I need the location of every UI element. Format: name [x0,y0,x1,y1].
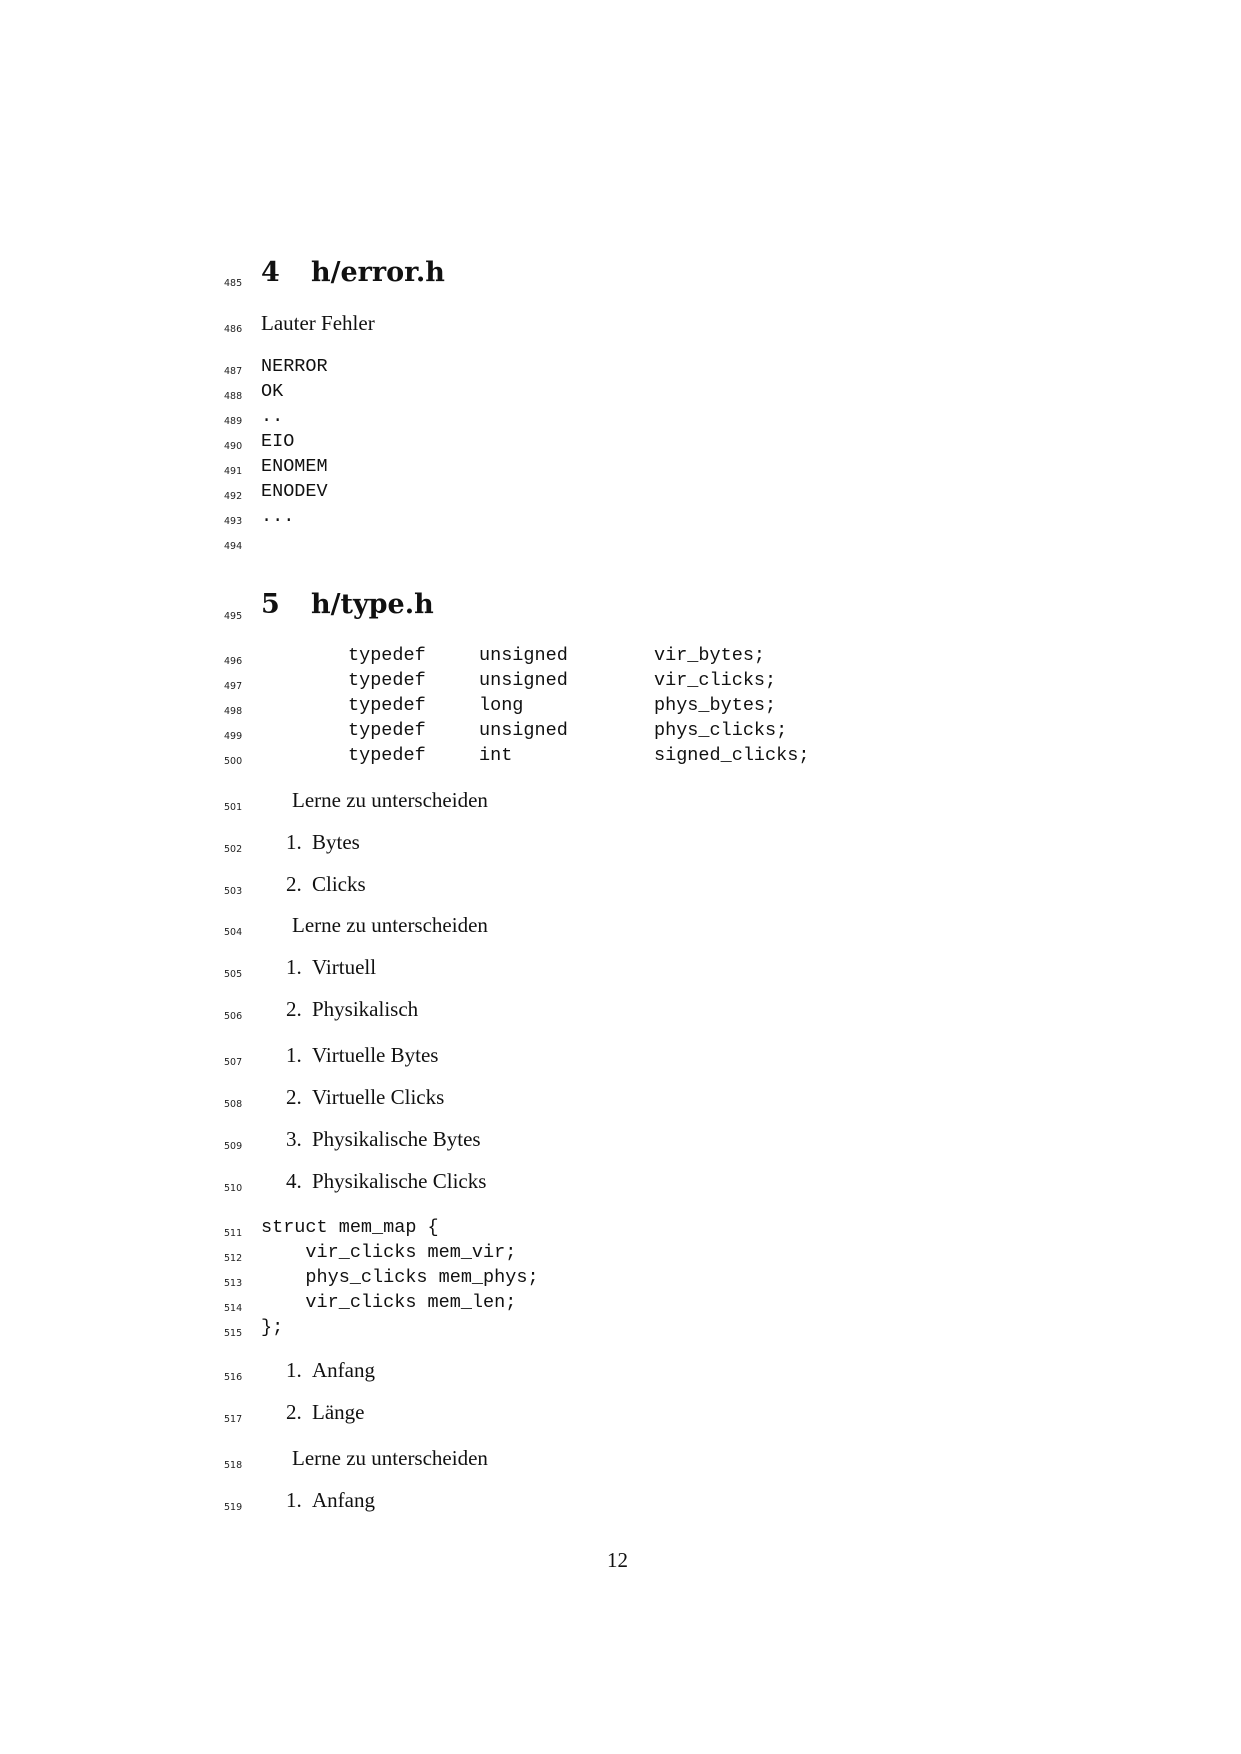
line-number: 499 [224,731,243,742]
section-title: h/error.h [311,257,445,288]
line-number: 503 [224,886,243,897]
list-item: 1. Bytes [286,830,360,854]
line-number: 507 [224,1057,243,1068]
line-number: 508 [224,1099,243,1110]
line-number: 517 [224,1414,243,1425]
typedef-type: int [479,745,513,766]
line-number: 518 [224,1460,243,1471]
typedef-name: signed_clicks; [654,745,810,766]
list-item: 2. Virtuelle Clicks [286,1085,445,1109]
paragraph: Lerne zu unterscheiden [292,788,488,812]
code-line: struct mem_map { [261,1217,439,1238]
code-line: vir_clicks mem_len; [261,1292,517,1313]
typedef-type: unsigned [479,670,568,691]
typedef-name: vir_bytes; [654,645,766,666]
list-item: 1. Virtuell [286,955,377,979]
code-line: }; [261,1317,284,1338]
typedef-type: unsigned [479,720,568,741]
line-number: 501 [224,802,243,813]
list-item: 1. Anfang [286,1358,375,1382]
line-number: 486 [224,324,243,335]
line-number: 510 [224,1183,243,1194]
line-number: 493 [224,516,243,527]
line-number: 500 [224,756,243,767]
line-number: 504 [224,927,243,938]
line-number: 496 [224,656,243,667]
list-item: 2. Physikalisch [286,997,419,1021]
code-line: OK [261,381,284,402]
page-number: 12 [607,1548,628,1572]
line-number: 490 [224,441,243,452]
line-number: 512 [224,1253,243,1264]
code-line: vir_clicks mem_vir; [261,1242,517,1263]
typedef-keyword: typedef [348,695,426,716]
typedef-name: phys_bytes; [654,695,777,716]
line-number: 509 [224,1141,243,1152]
code-line: phys_clicks mem_phys; [261,1267,539,1288]
line-number: 489 [224,416,243,427]
typedef-keyword: typedef [348,670,426,691]
section-heading [261,589,434,620]
typedef-type: unsigned [479,645,568,666]
typedef-keyword: typedef [348,645,426,666]
line-number: 494 [224,541,243,552]
line-number: 514 [224,1303,243,1314]
list-item: 2. Länge [286,1400,365,1424]
list-item: 2. Clicks [286,872,366,896]
code-line: NERROR [261,356,328,377]
code-line: ENOMEM [261,456,328,477]
line-number: 492 [224,491,243,502]
section-title: h/type.h [311,589,434,620]
line-number: 505 [224,969,243,980]
list-item: 4. Physikalische Clicks [286,1169,487,1193]
list-item: 1. Virtuelle Bytes [286,1043,439,1067]
code-line: .. [261,406,284,427]
section-number: 5 [261,589,280,620]
line-number: 488 [224,391,243,402]
line-number: 487 [224,366,243,377]
code-line: EIO [261,431,295,452]
line-number: 511 [224,1228,243,1239]
section-number: 4 [261,257,280,288]
list-item: 1. Anfang [286,1488,375,1512]
line-number: 516 [224,1372,243,1383]
code-line: ... [261,506,295,527]
line-number: 515 [224,1328,243,1339]
typedef-type: long [479,695,524,716]
line-number: 495 [224,611,243,622]
line-number: 502 [224,844,243,855]
line-number: 491 [224,466,243,477]
paragraph: Lauter Fehler [261,311,375,335]
section-heading [261,257,445,288]
line-number: 513 [224,1278,243,1289]
line-number: 485 [224,278,243,289]
line-number: 498 [224,706,243,717]
typedef-keyword: typedef [348,720,426,741]
line-number: 519 [224,1502,243,1513]
list-item: 3. Physikalische Bytes [286,1127,481,1151]
line-number: 506 [224,1011,243,1022]
typedef-name: phys_clicks; [654,720,788,741]
paragraph: Lerne zu unterscheiden [292,913,488,937]
typedef-name: vir_clicks; [654,670,777,691]
code-line: ENODEV [261,481,328,502]
paragraph: Lerne zu unterscheiden [292,1446,488,1470]
typedef-keyword: typedef [348,745,426,766]
line-number: 497 [224,681,243,692]
